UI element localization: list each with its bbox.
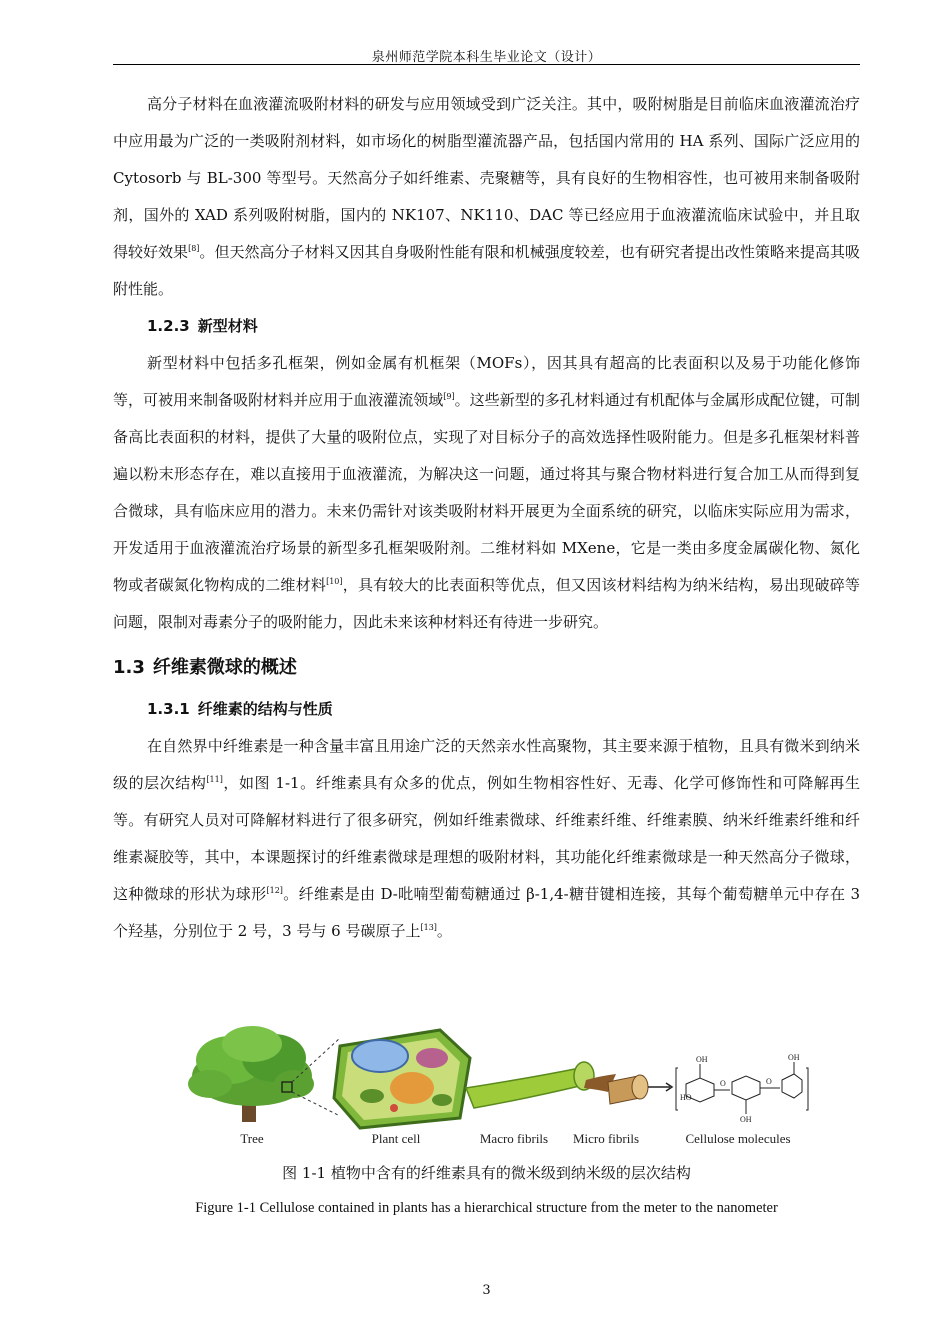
- citation-ref: [11]: [206, 775, 223, 784]
- figure-label-tree: Tree: [240, 1131, 264, 1146]
- svg-text:HO: HO: [680, 1093, 692, 1102]
- paragraph-cellulose-structure: 在自然界中纤维素是一种含量丰富且用途广泛的天然亲水性高聚物，其主要来源于植物，且具有微米到纳米级的层次结构[11]，如图 1-1。纤维素具有众多的优点，例如生物相容性好、无毒、化学可修饰性和可降解再生等。有研究人员对可降解材料进行了很多研究，例如纤维素微球、纤维素纤维、纤维素膜、纳米纤维素纤维和纤维素凝胶等，其中，本课题探讨的纤维素微球是理想的吸附材料，其功能化纤维素微球是一种天然高分子微球，这种微球的形状为球形[12]。纤维素是由 D-吡喃型葡萄糖通过 β-1,4-糖苷键相连接，其每个葡萄糖单元中存在 3 个羟基，分别位于 2 号，3 号与 6 号碳原子上[13]。: [113, 737, 860, 940]
- figure-cellulose-hierarchy: [180, 1018, 820, 1148]
- citation-ref: [8]: [188, 244, 200, 253]
- figure-label-cellulose-molecules: Cellulose molecules: [685, 1131, 791, 1146]
- citation-ref: [9]: [443, 392, 455, 401]
- paragraph-polymer-materials: 高分子材料在血液灌流吸附材料的研发与应用领域受到广泛关注。其中，吸附树脂是目前临床血液灌流治疗中应用最为广泛的一类吸附剂材料，如市场化的树脂型灌流器产品，包括国内常用的 HA 系列、国际广泛应用的 Cytosorb 与 BL-300 等型号。天然高分子如纤维素、壳聚糖等，具有良好的生物相容性，也可被用来制备吸附剂，国外的 XAD 系列吸附树脂，国内的 NK107、NK110、DAC 等已经应用于血液灌流临床试验中，并且取得较好效果[8]。但天然高分子材料又因其自身吸附性能有限和机械强度较差，也有研究者提出改性策略来提高其吸附性能。: [113, 95, 860, 298]
- section-heading-1-3-1: 1.3.1 纤维素的结构与性质: [147, 700, 333, 718]
- plant-cell-illustration: [334, 1030, 470, 1128]
- svg-text:OH: OH: [696, 1055, 708, 1064]
- svg-text:OH: OH: [740, 1115, 752, 1124]
- svg-text:O: O: [766, 1077, 772, 1086]
- running-header: 泉州师范学院本科生毕业论文（设计）: [371, 50, 602, 65]
- svg-text:OH: OH: [788, 1053, 800, 1062]
- tree-illustration: [188, 1026, 314, 1122]
- micro-fibrils-illustration: [584, 1074, 672, 1104]
- svg-text:O: O: [720, 1079, 726, 1088]
- macro-fibrils-illustration: [466, 1062, 594, 1108]
- figure-label-micro-fibrils: Micro fibrils: [572, 1131, 640, 1146]
- section-heading-1-3: 1.3 纤维素微球的概述: [113, 657, 297, 678]
- figure-label-macro-fibrils: Macro fibrils: [479, 1131, 549, 1146]
- page-number: 3: [482, 1283, 491, 1298]
- section-heading-1-2-3: 1.2.3 新型材料: [147, 317, 258, 335]
- header-rule: [113, 64, 860, 65]
- citation-ref: [13]: [420, 923, 437, 932]
- paragraph-new-materials: 新型材料中包括多孔框架，例如金属有机框架（MOFs），因其具有超高的比表面积以及易于功能化修饰等，可被用来制备吸附材料并应用于血液灌流领域[9]。这些新型的多孔材料通过有机配体与金属形成配位键，可制备高比表面积的材料，提供了大量的吸附位点，实现了对目标分子的高效选择性吸附能力。但是多孔框架材料普遍以粉末形态存在，难以直接用于血液灌流，为解决这一问题，通过将其与聚合物材料进行复合加工从而得到复合微球，具有临床应用的潜力。未来仍需针对该类吸附材料开展更为全面系统的研究，以临床实际应用为需求，开发适用于血液灌流治疗场景的新型多孔框架吸附剂。二维材料如 MXene，它是一类由多度金属碳化物、氮化物或者碳氮化物构成的二维材料[10]，具有较大的比表面积等优点，但又因该材料结构为纳米结构，易出现破碎等问题，限制对毒素分子的吸附能力，因此未来该种材料还有待进一步研究。: [113, 354, 860, 631]
- figure-label-plant-cell: Plant cell: [371, 1131, 421, 1146]
- citation-ref: [10]: [326, 577, 343, 586]
- citation-ref: [12]: [266, 886, 283, 895]
- figure-caption-english: Figure 1-1 Cellulose contained in plants has a hierarchical structure from the meter to the nanometer: [195, 1200, 778, 1216]
- body-text: [113, 86, 860, 950]
- figure-caption-chinese: 图 1-1 植物中含有的纤维素具有的微米级到纳米级的层次结构: [282, 1164, 691, 1182]
- cellulose-molecule-structure: [676, 1062, 808, 1114]
